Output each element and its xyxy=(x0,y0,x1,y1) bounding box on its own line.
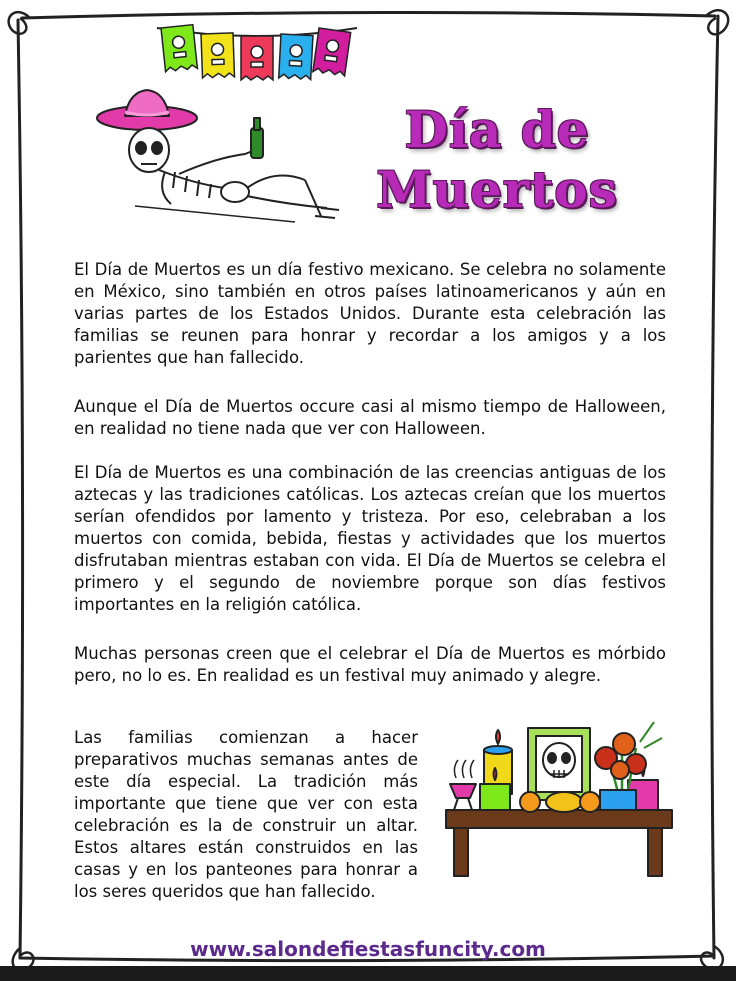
paragraph-festival: Muchas personas creen que el celebrar el Día de Muertos es mórbido pero, no lo es. En realidad es un festival muy animado y alegre. xyxy=(74,644,666,685)
title-line-2: Muertos xyxy=(376,160,618,219)
page-title xyxy=(372,100,622,220)
day-of-dead-altar xyxy=(440,718,680,878)
paragraph-intro: El Día de Muertos es un día festivo mexicano. Se celebra no solamente en México, sino también en otros países latinoamericanos y aún en varias partes de los Estados Unidos. Durante esta celebración las familias se reunen para honrar y recordar a los amigos y a los parientes que han fallecido. xyxy=(74,260,666,367)
bottom-bar xyxy=(0,966,736,981)
paragraph-halloween: Aunque el Día de Muertos occure casi al mismo tiempo de Halloween, en realidad no tiene nada que ver con Halloween. xyxy=(74,397,666,438)
paragraph-origins: El Día de Muertos es una combinación de las creencias antiguas de los aztecas y las tradiciones católicas. Los aztecas creían que los muertos serían ofendidos por lamento y tristeza. Por eso, celebraban a los muertos con comida, bebida, fiestas y actividades que los muertos disfrutaban mientras estaban con vida. El Día de Muertos se celebra el primero y el segundo de noviembre porque son días festivos importantes en la religión católica. xyxy=(74,463,666,614)
title-line-1: Día de xyxy=(404,100,590,159)
paragraph-altar: Las familias comienzan a hacer preparativos muchas semanas antes de este día especial. La tradición más importante que tiene que ver con esta celebración es la de construir un altar. Estos altares están construidos en las casas y en los panteones para honrar a los seres queridos que han fallecido. xyxy=(74,728,418,901)
website-link[interactable]: www.salondefiestasfuncity.com xyxy=(190,937,546,961)
skeleton-with-sombrero xyxy=(95,88,340,236)
skull-icon xyxy=(543,743,575,778)
